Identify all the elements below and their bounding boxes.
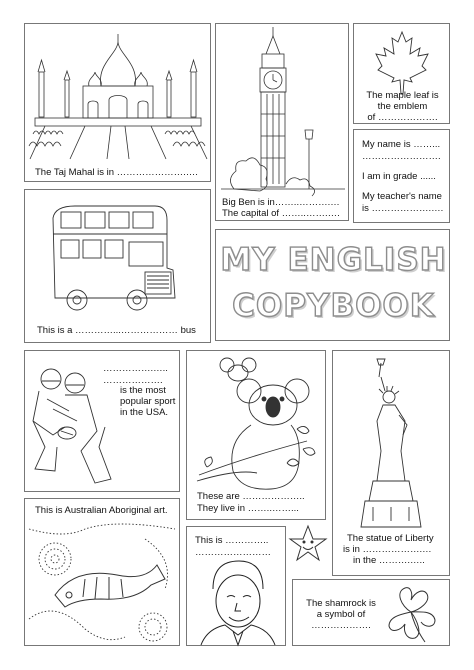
bus-text: This is a …………...……………… bus bbox=[37, 325, 196, 336]
teacher-line: My teacher's name bbox=[362, 191, 442, 202]
maple-line2: the emblem bbox=[377, 101, 428, 112]
portrait-picture bbox=[187, 527, 287, 647]
about-me-card bbox=[353, 129, 450, 223]
sport-line3: is the most bbox=[120, 385, 166, 396]
portrait-line1: This is ………….. bbox=[195, 535, 269, 546]
koala-line1: These are ……………….. bbox=[197, 491, 305, 502]
sport-line1: …………….….. bbox=[103, 363, 168, 374]
aboriginal-text: This is Australian Aboriginal art. bbox=[35, 505, 168, 516]
shamrock-line1: The shamrock is bbox=[306, 598, 376, 609]
sport-line2: ………………. bbox=[103, 375, 163, 386]
big-ben-picture bbox=[216, 24, 350, 222]
portrait-card bbox=[186, 526, 286, 646]
taj-mahal-text: The Taj Mahal is in ………………….…. bbox=[35, 167, 198, 178]
taj-mahal-card bbox=[24, 23, 211, 182]
shamrock-line3: ………………. bbox=[311, 620, 371, 631]
title-line1: MY ENGLISH bbox=[220, 242, 447, 278]
maple-line3: of ………………. bbox=[367, 112, 438, 123]
big-ben-card bbox=[215, 23, 349, 221]
koala-card bbox=[186, 350, 326, 520]
football-card bbox=[24, 350, 180, 492]
portrait-line2: …………………… bbox=[195, 547, 271, 558]
liberty-card bbox=[332, 350, 450, 576]
big-ben-line1: Big Ben is in……..……….… bbox=[222, 197, 340, 208]
koala-line2: They live in ……..……... bbox=[197, 503, 299, 514]
name-line: My name is ……... bbox=[362, 139, 441, 150]
liberty-line3: in the ……….….. bbox=[353, 555, 425, 566]
sport-line4: popular sport bbox=[120, 396, 176, 407]
shamrock-icon bbox=[293, 580, 451, 647]
star-icon bbox=[288, 524, 328, 564]
taj-mahal-picture bbox=[25, 24, 212, 183]
grade-line: I am in grade ...... bbox=[362, 171, 436, 182]
bus-card bbox=[24, 189, 211, 343]
aboriginal-card bbox=[24, 498, 180, 646]
liberty-line1: The statue of Liberty bbox=[347, 533, 434, 544]
liberty-line2: is in ……………….… bbox=[343, 544, 432, 555]
title-line2: COPYBOOK bbox=[232, 288, 435, 324]
sport-line5: in the USA. bbox=[120, 407, 169, 418]
maple-leaf-card bbox=[353, 23, 450, 124]
name-blank: ……………………. bbox=[362, 151, 441, 162]
teacher-blank: is ……………….…. bbox=[362, 203, 444, 214]
title-card bbox=[215, 229, 450, 341]
shamrock-line2: a symbol of bbox=[316, 609, 366, 620]
shamrock-card bbox=[292, 579, 450, 646]
maple-line1: The maple leaf is bbox=[366, 90, 439, 101]
big-ben-line2: The capital of ……..…….…. bbox=[222, 208, 340, 219]
aboriginal-art-picture bbox=[25, 499, 181, 647]
bus-picture bbox=[25, 190, 212, 344]
